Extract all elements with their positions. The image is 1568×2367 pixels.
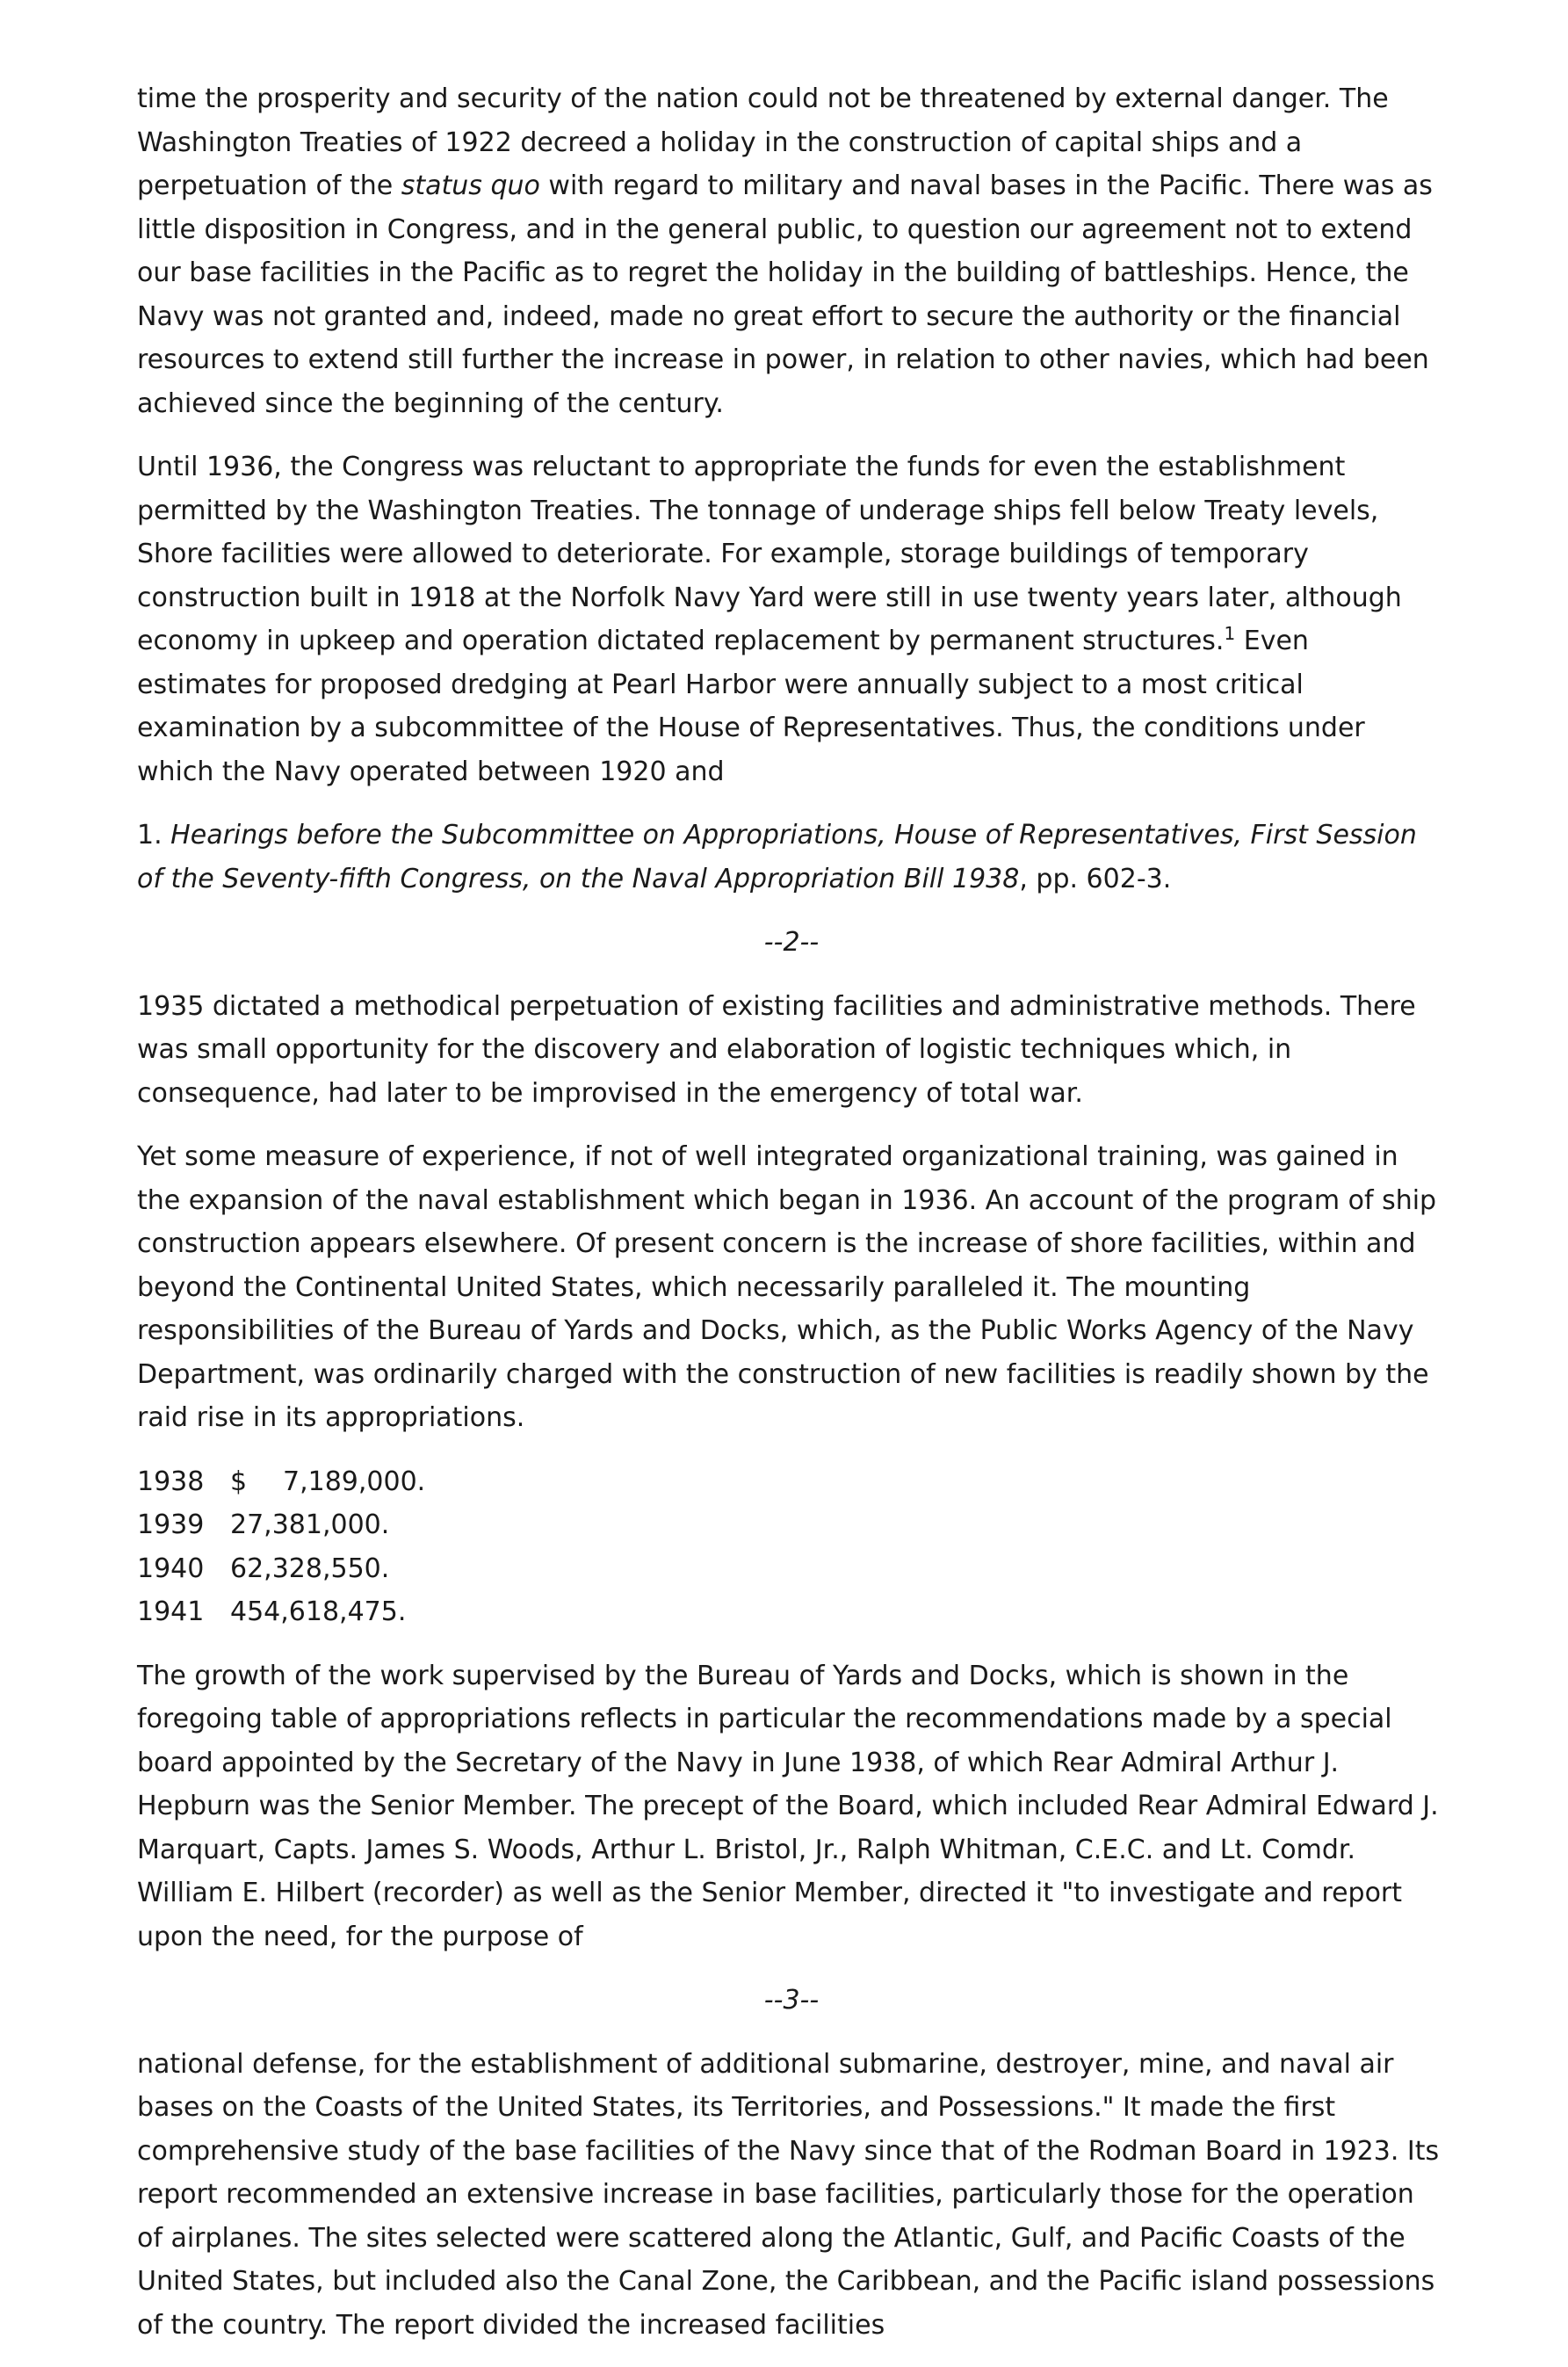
footnote-number: 1. — [137, 820, 163, 851]
page-number-marker: --3-- — [763, 1985, 820, 2016]
currency-cell: $ — [230, 1466, 248, 1497]
amount-cell: 7,189,000. — [283, 1466, 426, 1497]
appropriations-table — [137, 1460, 425, 1634]
italic-phrase: status quo — [401, 170, 540, 201]
paragraph-1935: 1935 dictated a methodical perpetuation of existing facilities and administrative methods. There was small opportunity for the discovery and elaboration of logistic techniques which, in consequence, had later to be improvised in the emergency of total war. — [137, 990, 1416, 1109]
paragraph-text: Even estimates for proposed dredging at Pearl Harbor were annually subject to a most critical examination by a subcommittee of the House of Representatives. Thus, the conditions under which the Navy operated between 1920 and — [137, 626, 1365, 787]
amount-cell: 27,381,000. — [230, 1509, 390, 1540]
paragraph-text: time the prosperity and security of the nation could not be threatened by external danger. The Washington Treaties of 1922 decreed a holiday in the construction of capital ships and a perpetuation of the — [137, 83, 1389, 201]
paragraph-text: with regard to military and naval bases in the Pacific. There was as little disposition in Congress, and in the general public, to question our agreement not to extend our base facilities in the Pacific as to regret the holiday in the building of battleships. Hence, the Navy was not granted and, indeed, made no great effort to secure the authority or the financial resources to extend still further the increase in power, in relation to other navies, which had been achieved since the beginning of the century. — [137, 170, 1433, 419]
amount-cell: 62,328,550. — [230, 1553, 390, 1584]
footnote-title: Hearings before the Subcommittee on Appropriations, House of Representatives, First Session of the Seventy-fifth Congress, on the Naval Appropriation Bill 1938 — [137, 820, 1417, 894]
footnote-reference[interactable]: 1 — [1224, 623, 1236, 644]
page-number-marker: --2-- — [763, 927, 820, 958]
table-row — [137, 1547, 425, 1591]
table-row — [137, 1503, 425, 1547]
year-cell: 1941 — [137, 1596, 205, 1627]
table-row — [137, 1590, 425, 1634]
year-cell: 1939 — [137, 1509, 205, 1540]
paragraph-text: Until 1936, the Congress was reluctant to appropriate the funds for even the establishment permitted by the Washington Treaties. The tonnage of underage ships fell below Treaty levels, Shore facilities were allowed to deteriorate. For example, storage buildings of temporary construction built in 1918 at the Norfolk Navy Yard were still in use twenty years later, although economy in upkeep and operation dictated replacement by permanent structures. — [137, 452, 1402, 656]
paragraph-yet-some-measure: Yet some measure of experience, if not of well integrated organizational training, was gained in the expansion of the naval establishment which began in 1936. An account of the program of ship construction appears elsewhere. Of present concern is the increase of shore facilities, within and beyond the Continental United States, which necessarily paralleled it. The mounting responsibilities of the Bureau of Yards and Docks, which, as the Public Works Agency of the Navy Department, was ordinarily charged with the construction of new facilities is readily shown by the raid rise in its appropriations. — [137, 1141, 1437, 1433]
paragraph-national-defense: national defense, for the establishment of additional submarine, destroyer, mine, and naval air bases on the Coasts of the United States, its Territories, and Possessions." It made the first comprehensive study of the base facilities of the Navy since that of the Rodman Board in 1923. Its report recommended an extensive increase in base facilities, particularly those for the operation of airplanes. The sites selected were scattered along the Atlantic, Gulf, and Pacific Coasts of the United States, but included also the Canal Zone, the Caribbean, and the Pacific island possessions of the country. The report divided the increased facilities — [137, 2048, 1440, 2341]
paragraph-washington-treaties — [137, 77, 1446, 425]
document-page — [137, 77, 1446, 2367]
amount-cell: 454,618,475. — [230, 1596, 407, 1627]
year-cell: 1940 — [137, 1553, 205, 1584]
table-row — [137, 1460, 425, 1504]
year-cell: 1938 — [137, 1466, 205, 1497]
paragraph-until-1936 — [137, 445, 1446, 793]
footnote-pages: , pp. 602-3. — [1019, 863, 1172, 894]
paragraph-growth-of-work: The growth of the work supervised by the Bureau of Yards and Docks, which is shown in the foregoing table of appropriations reflects in particular the recommendations made by a special board appointed by the Secretary of the Navy in June 1938, of which Rear Admiral Arthur J. Hepburn was the Senior Member. The precept of the Board, which included Rear Admiral Edward J. Marquart, Capts. James S. Woods, Arthur L. Bristol, Jr., Ralph Whitman, C.E.C. and Lt. Comdr. William E. Hilbert (recorder) as well as the Senior Member, directed it "to investigate and report upon the need, for the purpose of — [137, 1660, 1439, 1952]
footnote — [137, 814, 1446, 901]
